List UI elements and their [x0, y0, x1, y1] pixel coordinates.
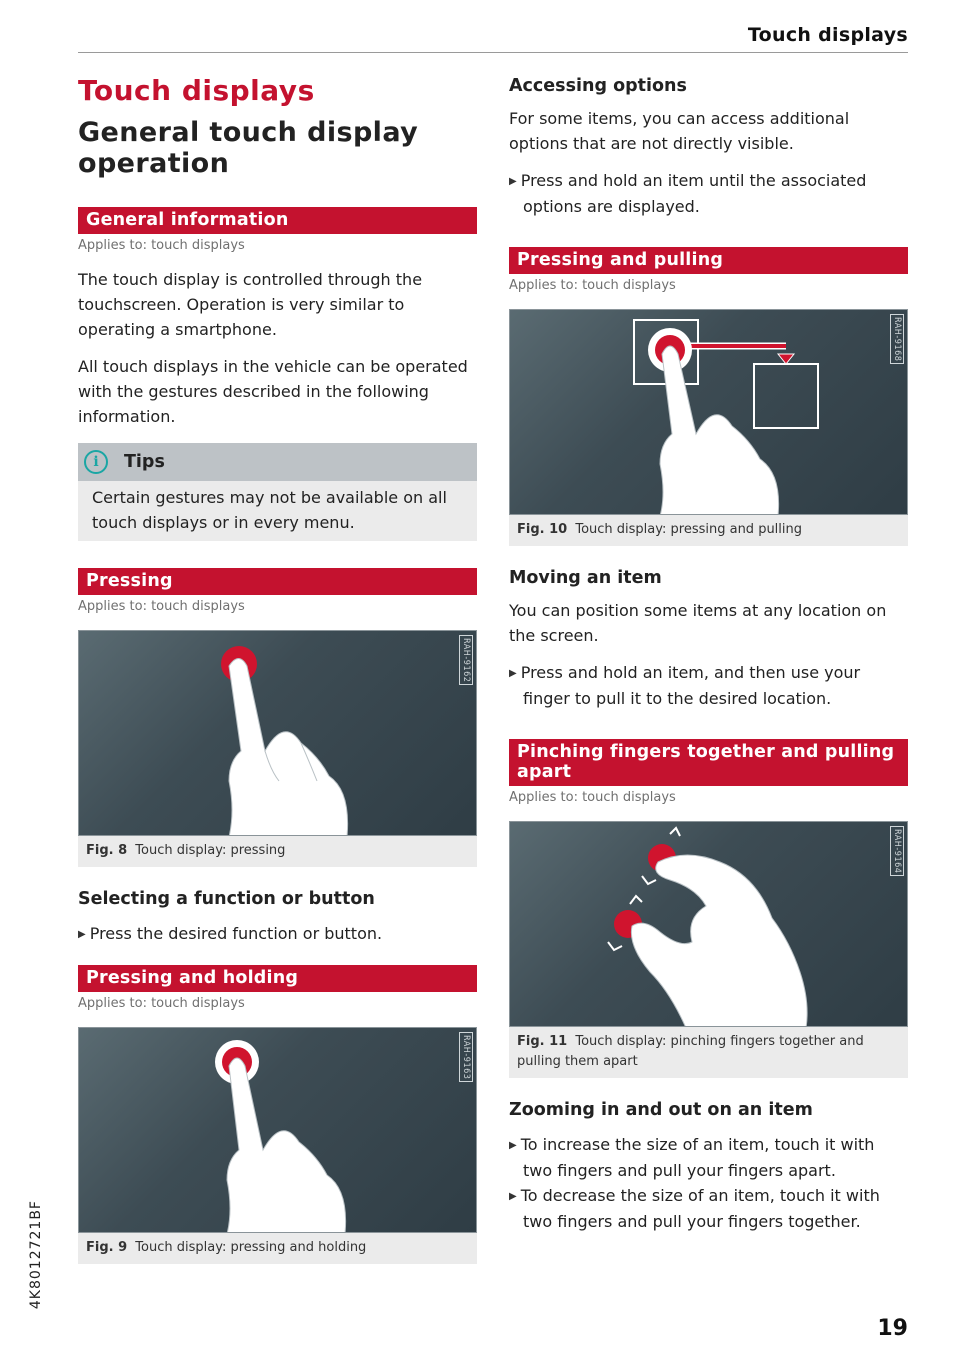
figure-caption-text: Touch display: pressing and pulling — [575, 522, 803, 537]
figure-caption-text: Touch display: pressing — [135, 843, 286, 858]
figure-number: Fig. 8 — [86, 843, 128, 858]
applies-to-label: Applies to: touch displays — [78, 238, 245, 253]
instruction-bullet — [509, 660, 908, 711]
bullet-text: To increase the size of an item, touch it with two fingers and pull your fingers apart. — [520, 1135, 875, 1180]
figure-pressing-holding — [78, 1027, 477, 1264]
hand-pressing-illustration — [79, 631, 477, 836]
figure-caption — [509, 1027, 908, 1078]
paragraph: The touch display is controlled through the touchscreen. Operation is very similar to operating a smartphone. — [78, 270, 423, 339]
arrow-inward-icon — [642, 876, 656, 884]
left-column — [78, 72, 477, 1264]
figure-pinching — [509, 821, 908, 1078]
figure-number: Fig. 10 — [517, 522, 568, 537]
figure-pressing — [78, 630, 477, 867]
section-bar-pinching: Pinching fingers together and pulling apart — [509, 739, 908, 786]
applies-to-label: Applies to: touch displays — [509, 790, 676, 805]
chapter-title: Touch displays — [78, 74, 315, 107]
tips-label: Tips — [124, 452, 165, 472]
bullet-text: Press and hold an item until the associated options are displayed. — [520, 171, 867, 216]
tips-text: Certain gestures may not be available on all touch displays or in every menu. — [92, 488, 447, 532]
section-bar-pressing: Pressing — [78, 568, 477, 595]
figure-caption — [78, 836, 477, 867]
figure-image-pressing — [78, 630, 477, 836]
page-number: 19 — [877, 1316, 908, 1341]
arrow-outward-icon — [608, 942, 622, 950]
paragraph: For some items, you can access additional options that are not directly visible. — [509, 109, 850, 153]
figure-image-pinching — [509, 821, 908, 1027]
figure-caption-text: Touch display: pinching fingers together and pulling them apart — [517, 1034, 864, 1069]
bullet-arrow-icon: ▶ — [509, 1140, 517, 1151]
running-header: Touch displays — [747, 24, 908, 46]
bullet-arrow-icon: ▶ — [509, 176, 517, 187]
figure-code: RAH-9168 — [890, 314, 904, 364]
info-icon: i — [84, 450, 108, 474]
figure-code: RAH-9163 — [459, 1032, 473, 1082]
tips-box — [78, 443, 477, 541]
pinch-illustration — [510, 822, 908, 1027]
tips-header — [78, 443, 477, 481]
section-bar-pressing-pulling: Pressing and pulling — [509, 247, 908, 274]
bullet-arrow-icon: ▶ — [509, 1191, 517, 1202]
heading-accessing-options: Accessing options — [509, 76, 687, 96]
target-box-icon — [754, 364, 818, 428]
instruction-bullet — [509, 168, 908, 219]
paragraph: You can position some items at any location on the screen. — [509, 601, 887, 645]
hand-holding-illustration — [79, 1028, 477, 1233]
applies-to-label: Applies to: touch displays — [78, 996, 245, 1011]
figure-image-pressing-pulling — [509, 309, 908, 515]
header-divider — [78, 52, 908, 53]
arrow-inward-icon — [630, 896, 642, 904]
heading-moving-item: Moving an item — [509, 568, 662, 588]
bullet-text: To decrease the size of an item, touch it with two fingers and pull your fingers together. — [520, 1186, 880, 1231]
applies-to-label: Applies to: touch displays — [78, 599, 245, 614]
figure-number: Fig. 9 — [86, 1240, 128, 1255]
figure-image-pressing-holding — [78, 1027, 477, 1233]
figure-caption — [509, 515, 908, 546]
applies-to-label: Applies to: touch displays — [509, 278, 676, 293]
heading-selecting: Selecting a function or button — [78, 889, 375, 909]
instruction-bullet — [509, 1183, 908, 1234]
section-bar-general-information: General information — [78, 207, 477, 234]
arrow-outward-icon — [670, 828, 680, 836]
bullet-text: Press and hold an item, and then use your finger to pull it to the desired location. — [520, 663, 861, 708]
arrow-down-icon — [778, 354, 794, 364]
bullet-text: Press the desired function or button. — [89, 924, 383, 943]
heading-zooming: Zooming in and out on an item — [509, 1100, 813, 1120]
right-column — [509, 72, 908, 1234]
instruction-bullet — [78, 921, 477, 947]
figure-caption-text: Touch display: pressing and holding — [135, 1240, 367, 1255]
figure-pressing-pulling — [509, 309, 908, 546]
bullet-arrow-icon: ▶ — [509, 668, 517, 679]
section-bar-pressing-holding: Pressing and holding — [78, 965, 477, 992]
instruction-bullet — [509, 1132, 908, 1183]
section-title: General touch display operation — [78, 117, 419, 179]
figure-code: RAH-9162 — [459, 635, 473, 685]
paragraph: All touch displays in the vehicle can be operated with the gestures described in the following information. — [78, 357, 468, 426]
figure-number: Fig. 11 — [517, 1034, 568, 1049]
bullet-arrow-icon: ▶ — [78, 929, 86, 940]
drag-illustration — [510, 310, 908, 515]
document-code: 4K8012721BF — [28, 1200, 44, 1310]
figure-code: RAH-9164 — [890, 826, 904, 876]
figure-caption — [78, 1233, 477, 1264]
